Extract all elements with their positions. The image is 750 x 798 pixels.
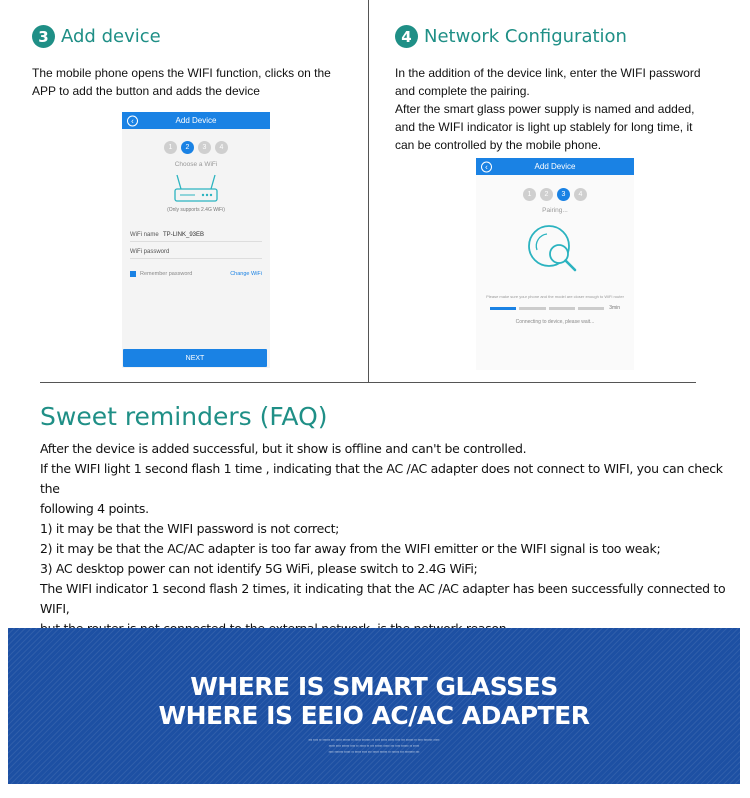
- next-button[interactable]: NEXT: [123, 349, 267, 367]
- pairing-phone-screen: [476, 158, 634, 370]
- step-title: Add device: [61, 26, 161, 47]
- description-line: In the addition of the device link, enter the WIFI password: [395, 66, 701, 80]
- step-number-badge: 4: [395, 25, 418, 48]
- remember-label: Remember password: [140, 271, 193, 277]
- router-icon: [171, 172, 221, 206]
- progress-segment: [519, 307, 545, 310]
- wifi-name-value: TP-LINK_93EB: [163, 232, 205, 238]
- app-title-bar: [476, 158, 634, 175]
- step-description: [395, 64, 701, 154]
- wifi-name-field[interactable]: [130, 225, 262, 242]
- time-label: 3min: [609, 305, 621, 311]
- faq-line: The WIFI indicator 1 second flash 2 times, it indicating that the AC /AC adapter has been successfully connected to WIFI,: [40, 581, 726, 616]
- description-line: can be controlled by the mobile phone.: [395, 138, 602, 152]
- faq-line: After the device is added successful, but it show is offline and can't be controlled.: [40, 441, 527, 456]
- step-dot: 1: [523, 188, 536, 201]
- step-dot: 1: [164, 141, 177, 154]
- step-indicator: [476, 188, 634, 201]
- step-title: Network Configuration: [424, 26, 627, 47]
- step-dot-active: 3: [557, 188, 570, 201]
- description-line: and the WIFI indicator is light up stablely for long time, it: [395, 120, 693, 134]
- wifi-password-field[interactable]: [130, 242, 262, 259]
- pairing-status: Pairing...: [542, 207, 568, 214]
- faq-line: following 4 points.: [40, 501, 149, 516]
- progress-segment: [549, 307, 575, 310]
- progress-segment: [490, 307, 516, 310]
- remember-checkbox[interactable]: [130, 271, 136, 277]
- progress-segment: [578, 307, 604, 310]
- faq-line: 2) it may be that the AC/AC adapter is too far away from the WIFI emitter or the WIFI signal is too weak;: [40, 541, 661, 556]
- connecting-status: Connecting to device, please wait...: [515, 319, 595, 325]
- banner-heading-line2: WHERE IS EEIO AC/AC ADAPTER: [158, 701, 590, 730]
- step-dot: 4: [215, 141, 228, 154]
- step-indicator: [122, 141, 270, 154]
- description-line: After the smart glass power supply is named and added,: [395, 102, 695, 116]
- column-divider: [368, 0, 369, 383]
- support-note: (Only supports 2.4G WiFi): [167, 207, 225, 213]
- promo-banner: [8, 628, 740, 784]
- description-line: and complete the pairing.: [395, 84, 530, 98]
- description-line: The mobile phone opens the WIFI function, clicks on the: [32, 66, 331, 80]
- back-icon[interactable]: ‹: [127, 115, 138, 126]
- faq-line: 3) AC desktop power can not identify 5G WiFi, please switch to 2.4G WiFi;: [40, 561, 478, 576]
- pairing-progress: [490, 305, 620, 311]
- section-divider: [40, 382, 696, 383]
- proximity-note: Please make sure your phone and the model are closer enough to WiFi router: [486, 294, 624, 299]
- step-header: [32, 25, 161, 48]
- choose-wifi-label: Choose a WiFi: [174, 161, 218, 168]
- app-title: Add Device: [534, 162, 576, 171]
- step-dot-active: 2: [181, 141, 194, 154]
- wifi-name-label: WiFi name: [130, 232, 159, 238]
- step-header: [395, 25, 627, 48]
- app-title: Add Device: [175, 116, 217, 125]
- wifi-password-label: WiFi password: [130, 249, 170, 255]
- faq-body: [40, 439, 730, 639]
- setup-steps-section: [0, 0, 750, 383]
- faq-line: 1) it may be that the WIFI password is not correct;: [40, 521, 340, 536]
- back-icon[interactable]: ‹: [481, 161, 492, 172]
- add-device-phone-screen: [122, 112, 270, 368]
- app-title-bar: [122, 112, 270, 129]
- search-glass-icon: [523, 220, 587, 276]
- remember-password-row: [130, 271, 262, 277]
- banner-fine-print-decoration: ▪▪▪ ▪▪▪▪ ▪▪ ▪▪▪▪▪▪ ▪▪▪ ▪▪▪▪▪ ▪▪▪▪▪▪ ▪▪ ▪▪▪▪▪ ▪▪▪▪▪▪▪ ▪▪ ▪▪▪▪ ▪▪▪▪▪ ▪▪▪▪▪ ▪▪▪▪ ▪▪▪ ▪▪▪▪▪▪ ▪▪ ▪▪▪▪ ▪▪▪▪▪▪▪ ▪▪▪▪▪ ▪▪▪▪▪ ▪▪▪▪ ▪▪▪▪▪▪ ▪▪▪▪ ▪▪ ▪▪▪▪▪ ▪▪ ▪▪▪ ▪▪▪▪▪▪ ▪▪▪▪▪ ▪▪▪ ▪▪▪▪ ▪▪▪▪▪▪ ▪▪ ▪▪▪▪▪ ▪▪▪▪ ▪▪▪▪▪▪▪ ▪▪▪▪▪ ▪▪ ▪▪▪▪▪ ▪▪▪▪ ▪▪▪ ▪▪▪▪▪ ▪▪▪▪▪▪ ▪▪ ▪▪▪▪▪▪ ▪▪▪ ▪▪▪▪▪▪▪▪ ▪▪▪: [308, 738, 440, 754]
- faq-line: If the WIFI light 1 second flash 1 time , indicating that the AC /AC adapter does not connect to WIFI, you can check the: [40, 461, 723, 496]
- faq-title: Sweet reminders (FAQ): [40, 402, 328, 431]
- step-number-badge: 3: [32, 25, 55, 48]
- step-dot: 2: [540, 188, 553, 201]
- step-description: [32, 64, 331, 100]
- step-dot: 3: [198, 141, 211, 154]
- banner-heading-line1: WHERE IS SMART GLASSES: [190, 672, 558, 701]
- description-line: APP to add the button and adds the device: [32, 84, 260, 98]
- change-wifi-link[interactable]: Change WiFi: [230, 271, 262, 277]
- step-dot: 4: [574, 188, 587, 201]
